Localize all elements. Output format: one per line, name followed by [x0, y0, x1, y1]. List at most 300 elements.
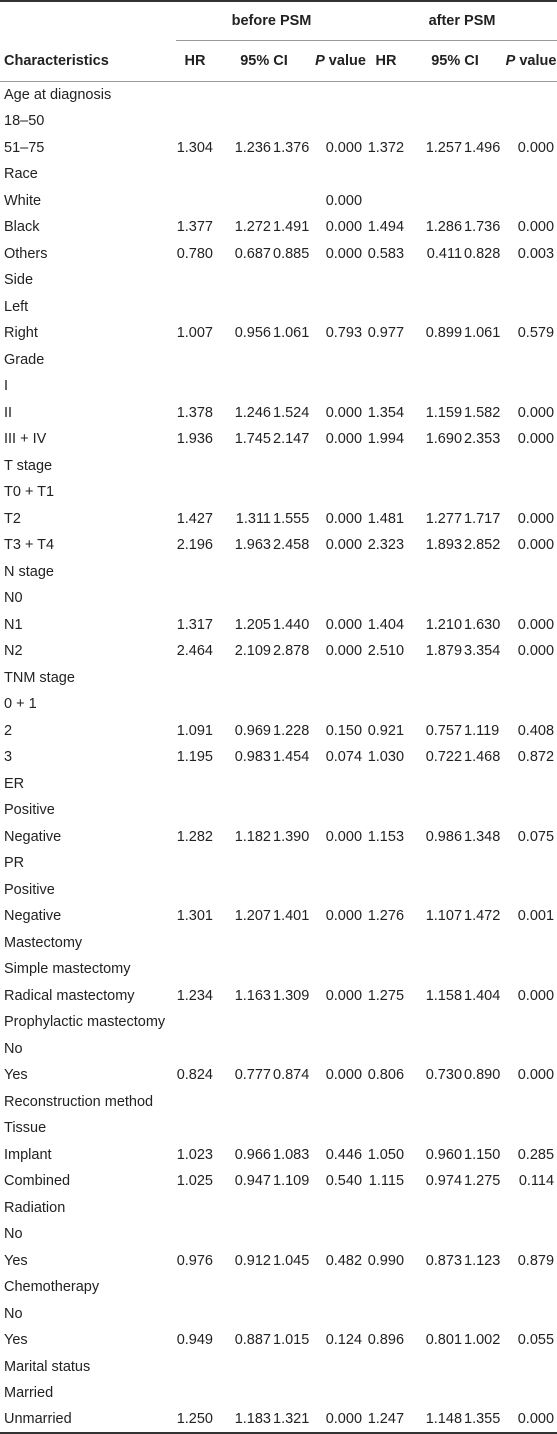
table-row	[0, 1195, 557, 1222]
row-label: PR	[4, 855, 25, 872]
after-hr	[367, 1089, 405, 1116]
after-p-value	[505, 797, 557, 824]
row-label: T2	[4, 510, 21, 527]
before-ci-upper: 1.109	[273, 1173, 310, 1190]
row-label: 51–75	[4, 139, 45, 156]
before-hr: 1.378	[176, 404, 213, 421]
before-hr	[176, 1221, 214, 1248]
after-ci-upper	[463, 1195, 505, 1222]
row-label: Yes	[4, 1332, 28, 1349]
before-ci-upper	[272, 771, 314, 798]
before-hr: 0.976	[176, 1252, 213, 1269]
after-ci-lower: 0.986	[425, 828, 463, 845]
row-label: T0 + T1	[4, 484, 55, 501]
row-label: Radiation	[4, 1199, 66, 1216]
after-ci-lower: 0.730	[425, 1067, 463, 1084]
table-row	[0, 665, 557, 692]
before-ci-lower	[214, 1380, 272, 1407]
row-label: T stage	[4, 457, 53, 474]
before-p-value: 0.000	[325, 404, 363, 421]
p-value-suffix: value	[515, 53, 557, 69]
after-p-value	[505, 1009, 557, 1036]
table-row	[0, 1036, 557, 1063]
row-label: 18–50	[4, 113, 45, 130]
after-ci-lower	[405, 771, 463, 798]
after-ci-lower: 0.757	[425, 722, 463, 739]
after-ci-lower	[405, 1115, 463, 1142]
before-hr: 2.464	[176, 643, 213, 660]
after-p-value	[505, 930, 557, 957]
table-row	[0, 373, 557, 400]
before-ci-lower: 0.912	[234, 1252, 271, 1269]
before-p-value	[314, 479, 367, 506]
before-p-value	[314, 559, 367, 586]
after-hr: 1.994	[367, 431, 405, 448]
before-p-value	[314, 1009, 367, 1036]
after-ci-upper	[463, 877, 505, 904]
after-hr	[367, 453, 405, 480]
after-p-value	[505, 771, 557, 798]
before-ci-upper	[272, 1380, 314, 1407]
before-hr: 1.301	[176, 908, 213, 925]
after-p-value	[505, 1115, 557, 1142]
table-row	[0, 1248, 557, 1275]
before-ci-upper: 2.458	[273, 537, 310, 554]
before-p-value: 0.000	[325, 987, 363, 1004]
before-ci-lower	[214, 559, 272, 586]
before-ci-upper	[272, 1036, 314, 1063]
before-ci-upper	[272, 1274, 314, 1301]
before-ci-lower: 0.887	[234, 1332, 271, 1349]
before-hr	[176, 691, 214, 718]
row-label: Yes	[4, 1067, 28, 1084]
before-hr	[176, 585, 214, 612]
after-hr	[367, 294, 405, 321]
after-ci-upper	[463, 1089, 505, 1116]
before-ci-lower	[214, 1115, 272, 1142]
after-ci-lower	[405, 1274, 463, 1301]
before-p-value: 0.000	[325, 1067, 363, 1084]
before-ci-upper	[272, 1009, 314, 1036]
before-ci-lower	[214, 294, 272, 321]
after-hr	[367, 188, 405, 215]
after-hr	[367, 691, 405, 718]
after-ci-upper	[463, 771, 505, 798]
after-ci-upper: 1.002	[464, 1332, 501, 1349]
after-ci-lower	[405, 1036, 463, 1063]
table-row	[0, 188, 557, 215]
table-row	[0, 771, 557, 798]
after-p-value: 0.000	[517, 537, 555, 554]
after-ci-upper	[463, 1380, 505, 1407]
row-label: Race	[4, 166, 38, 183]
after-hr: 1.404	[367, 616, 405, 633]
group-after-psm: after PSM	[367, 1, 557, 41]
before-hr	[176, 665, 214, 692]
after-p-value: 0.000	[517, 139, 555, 156]
after-hr	[367, 771, 405, 798]
before-p-value	[314, 1380, 367, 1407]
before-p-value	[314, 267, 367, 294]
before-hr	[176, 1301, 214, 1328]
col-before-ci: 95% CI	[214, 41, 314, 82]
after-ci-lower: 1.158	[425, 987, 463, 1004]
after-ci-lower	[405, 1009, 463, 1036]
after-ci-upper	[463, 585, 505, 612]
table-row	[0, 400, 557, 427]
before-ci-upper	[272, 691, 314, 718]
after-ci-upper	[463, 1009, 505, 1036]
after-ci-lower	[405, 373, 463, 400]
before-hr: 1.023	[176, 1146, 213, 1163]
after-p-value	[505, 373, 557, 400]
before-ci-upper	[272, 665, 314, 692]
after-p-value: 0.879	[517, 1252, 555, 1269]
after-p-value	[505, 665, 557, 692]
table-row	[0, 1354, 557, 1381]
after-hr	[367, 585, 405, 612]
before-hr	[176, 930, 214, 957]
after-hr	[367, 877, 405, 904]
after-p-value	[505, 559, 557, 586]
after-p-value: 0.000	[505, 1407, 557, 1434]
after-ci-upper	[463, 691, 505, 718]
after-hr: 1.153	[367, 828, 405, 845]
before-ci-lower: 1.163	[234, 987, 271, 1004]
col-after-ci: 95% CI	[405, 41, 505, 82]
table-row	[0, 347, 557, 374]
after-ci-lower	[405, 797, 463, 824]
before-ci-lower: 0.687	[234, 245, 271, 262]
after-ci-upper: 1.496	[464, 139, 501, 156]
before-p-value	[314, 294, 367, 321]
after-ci-lower: 1.879	[425, 643, 463, 660]
before-ci-lower	[214, 373, 272, 400]
after-p-value	[505, 1274, 557, 1301]
after-ci-upper: 0.828	[464, 245, 501, 262]
table-row	[0, 585, 557, 612]
after-p-value: 0.579	[517, 325, 555, 342]
after-ci-upper	[463, 347, 505, 374]
before-p-value	[314, 691, 367, 718]
before-ci-upper	[272, 108, 314, 135]
after-ci-lower: 0.873	[425, 1252, 463, 1269]
before-ci-upper	[272, 930, 314, 957]
row-label: Positive	[4, 881, 55, 898]
table-row	[0, 214, 557, 241]
after-ci-upper	[463, 956, 505, 983]
after-p-value	[505, 956, 557, 983]
before-hr	[176, 1380, 214, 1407]
before-p-value: 0.793	[325, 325, 363, 342]
row-label: Negative	[4, 908, 62, 925]
before-ci-lower	[214, 691, 272, 718]
after-p-value	[505, 691, 557, 718]
before-hr: 1.250	[176, 1407, 214, 1434]
after-ci-lower	[405, 161, 463, 188]
after-p-value	[505, 267, 557, 294]
row-label: Tissue	[4, 1120, 47, 1137]
table-row	[0, 903, 557, 930]
col-after-p	[505, 41, 557, 82]
before-ci-lower	[214, 1009, 272, 1036]
after-ci-lower	[405, 1354, 463, 1381]
after-ci-lower	[405, 850, 463, 877]
after-ci-lower	[405, 267, 463, 294]
after-p-value: 0.000	[517, 431, 555, 448]
before-ci-lower	[214, 956, 272, 983]
after-hr	[367, 1115, 405, 1142]
row-label: Unmarried	[0, 1407, 176, 1434]
table-row	[0, 824, 557, 851]
after-hr: 1.494	[367, 219, 405, 236]
before-hr	[176, 1274, 214, 1301]
after-hr: 1.050	[367, 1146, 405, 1163]
after-hr: 0.806	[367, 1067, 405, 1084]
before-ci-upper	[272, 956, 314, 983]
before-hr: 1.234	[176, 987, 213, 1004]
before-p-value: 0.000	[325, 139, 363, 156]
before-p-value: 0.000	[314, 1407, 367, 1434]
row-label: Others	[4, 245, 48, 262]
after-ci-lower	[405, 665, 463, 692]
before-p-value	[314, 161, 367, 188]
before-p-value	[314, 108, 367, 135]
after-ci-lower	[405, 479, 463, 506]
col-after-hr: HR	[367, 41, 405, 82]
row-label: N2	[4, 643, 23, 660]
before-ci-lower	[214, 771, 272, 798]
after-hr	[367, 373, 405, 400]
after-ci-lower	[405, 559, 463, 586]
before-p-value: 0.000	[325, 643, 363, 660]
after-ci-upper: 1.123	[464, 1252, 501, 1269]
after-ci-lower: 1.107	[425, 908, 463, 925]
after-ci-lower	[405, 1089, 463, 1116]
before-p-value: 0.000	[325, 908, 363, 925]
after-hr	[367, 1221, 405, 1248]
before-ci-lower	[214, 1195, 272, 1222]
after-hr: 2.323	[367, 537, 405, 554]
after-hr: 1.276	[367, 908, 405, 925]
after-p-value: 0.000	[517, 643, 555, 660]
table-row	[0, 877, 557, 904]
before-ci-lower	[214, 1089, 272, 1116]
table-row	[0, 241, 557, 268]
after-ci-upper	[463, 1115, 505, 1142]
after-ci-lower	[405, 956, 463, 983]
before-hr: 1.195	[176, 749, 213, 766]
row-label: Radical mastectomy	[4, 987, 135, 1004]
after-ci-upper: 1.468	[464, 749, 501, 766]
row-label: 0 + 1	[4, 696, 37, 713]
before-ci-lower: 0.969	[234, 722, 271, 739]
after-p-value	[505, 1354, 557, 1381]
before-hr	[176, 479, 214, 506]
before-ci-lower: 1.183	[214, 1407, 272, 1434]
table-row	[0, 1327, 557, 1354]
table-body	[0, 82, 557, 1434]
before-ci-upper: 1.524	[273, 404, 310, 421]
row-label: N1	[4, 616, 23, 633]
after-ci-lower: 0.411	[426, 245, 463, 262]
row-label: ER	[4, 775, 25, 792]
after-p-value	[505, 585, 557, 612]
after-ci-upper: 1.061	[464, 325, 501, 342]
before-hr	[176, 771, 214, 798]
before-ci-upper: 2.878	[273, 643, 310, 660]
after-p-value: 0.000	[517, 616, 555, 633]
before-hr	[176, 1115, 214, 1142]
before-ci-lower	[214, 161, 272, 188]
before-ci-upper: 1.015	[273, 1332, 310, 1349]
before-ci-lower: 1.182	[234, 828, 271, 845]
after-ci-lower	[405, 877, 463, 904]
before-hr	[176, 1089, 214, 1116]
after-ci-upper	[463, 1354, 505, 1381]
after-hr	[367, 479, 405, 506]
before-ci-lower: 2.109	[234, 643, 271, 660]
row-label: Side	[4, 272, 34, 289]
before-hr: 1.377	[176, 219, 213, 236]
before-ci-upper	[272, 267, 314, 294]
row-label: No	[4, 1226, 23, 1243]
table-row	[0, 1274, 557, 1301]
table-header	[0, 1, 557, 82]
before-ci-lower	[214, 1221, 272, 1248]
before-p-value	[314, 850, 367, 877]
after-ci-lower	[405, 930, 463, 957]
column-header-row	[0, 41, 557, 82]
before-p-value	[314, 1036, 367, 1063]
after-p-value: 0.000	[517, 404, 555, 421]
after-p-value	[505, 877, 557, 904]
after-ci-lower	[405, 294, 463, 321]
after-ci-lower: 1.159	[425, 404, 463, 421]
after-hr	[367, 267, 405, 294]
after-ci-upper	[463, 930, 505, 957]
after-ci-upper: 1.119	[464, 722, 500, 739]
after-ci-lower: 0.801	[425, 1332, 463, 1349]
before-ci-upper	[272, 82, 314, 109]
before-p-value	[314, 877, 367, 904]
before-p-value	[314, 1115, 367, 1142]
after-hr	[367, 1301, 405, 1328]
after-hr	[367, 161, 405, 188]
after-p-value: 0.000	[517, 1067, 555, 1084]
row-label: Prophylactic mastectomy	[4, 1014, 166, 1031]
before-p-value: 0.000	[325, 219, 363, 236]
before-ci-upper	[272, 1195, 314, 1222]
after-hr	[367, 665, 405, 692]
after-hr	[367, 82, 405, 109]
before-ci-lower: 1.246	[234, 404, 271, 421]
after-ci-upper	[463, 797, 505, 824]
after-hr	[367, 1036, 405, 1063]
before-hr	[176, 347, 214, 374]
before-p-value	[314, 665, 367, 692]
before-ci-lower	[214, 1036, 272, 1063]
before-ci-lower	[214, 877, 272, 904]
after-p-value: 0.000	[517, 219, 555, 236]
after-ci-upper	[463, 559, 505, 586]
before-p-value: 0.000	[325, 616, 363, 633]
table-row	[0, 1301, 557, 1328]
before-p-value	[314, 585, 367, 612]
before-ci-upper	[272, 479, 314, 506]
after-ci-upper: 1.275	[464, 1173, 501, 1190]
before-ci-lower	[214, 665, 272, 692]
table-row	[0, 983, 557, 1010]
before-ci-lower	[214, 1274, 272, 1301]
before-ci-upper	[272, 188, 314, 215]
after-p-value	[505, 1089, 557, 1116]
after-p-value	[505, 294, 557, 321]
table-row	[0, 1380, 557, 1407]
after-p-value	[505, 1221, 557, 1248]
after-p-value: 0.114	[518, 1173, 555, 1190]
table-row	[0, 930, 557, 957]
before-hr	[176, 108, 214, 135]
after-p-value	[505, 108, 557, 135]
before-ci-lower	[214, 453, 272, 480]
row-label: Chemotherapy	[4, 1279, 100, 1296]
before-p-value	[314, 1354, 367, 1381]
col-before-p	[314, 41, 367, 82]
after-ci-upper	[463, 188, 505, 215]
before-ci-upper	[272, 161, 314, 188]
before-ci-lower: 1.205	[234, 616, 271, 633]
after-ci-upper: 1.630	[464, 616, 501, 633]
before-ci-upper: 1.083	[273, 1146, 310, 1163]
after-ci-lower	[405, 1195, 463, 1222]
after-p-value	[505, 850, 557, 877]
before-p-value: 0.000	[325, 245, 363, 262]
table-row	[0, 82, 557, 109]
before-ci-upper	[272, 797, 314, 824]
before-p-value: 0.150	[325, 722, 363, 739]
before-ci-upper: 1.454	[273, 749, 310, 766]
table-row	[0, 559, 557, 586]
after-ci-upper: 1.582	[464, 404, 501, 421]
after-hr: 0.896	[367, 1332, 405, 1349]
after-ci-lower	[405, 1380, 463, 1407]
row-label: Yes	[4, 1252, 28, 1269]
before-hr: 1.007	[176, 325, 213, 342]
table-row	[0, 1009, 557, 1036]
before-p-value	[314, 930, 367, 957]
after-p-value: 0.003	[517, 245, 555, 262]
before-ci-upper: 0.874	[273, 1067, 310, 1084]
before-hr	[176, 797, 214, 824]
table-row	[0, 320, 557, 347]
after-p-value	[505, 479, 557, 506]
before-hr	[176, 1036, 214, 1063]
table-row	[0, 638, 557, 665]
before-p-value	[314, 797, 367, 824]
table-row	[0, 108, 557, 135]
col-before-hr: HR	[176, 41, 214, 82]
before-p-value: 0.000	[325, 431, 363, 448]
table-row	[0, 532, 557, 559]
after-ci-upper	[463, 479, 505, 506]
col-characteristics: Characteristics	[0, 41, 176, 82]
before-ci-lower	[214, 82, 272, 109]
before-ci-upper	[272, 453, 314, 480]
table-row	[0, 1221, 557, 1248]
after-p-value: 0.055	[517, 1332, 555, 1349]
row-label: III + IV	[4, 431, 47, 448]
